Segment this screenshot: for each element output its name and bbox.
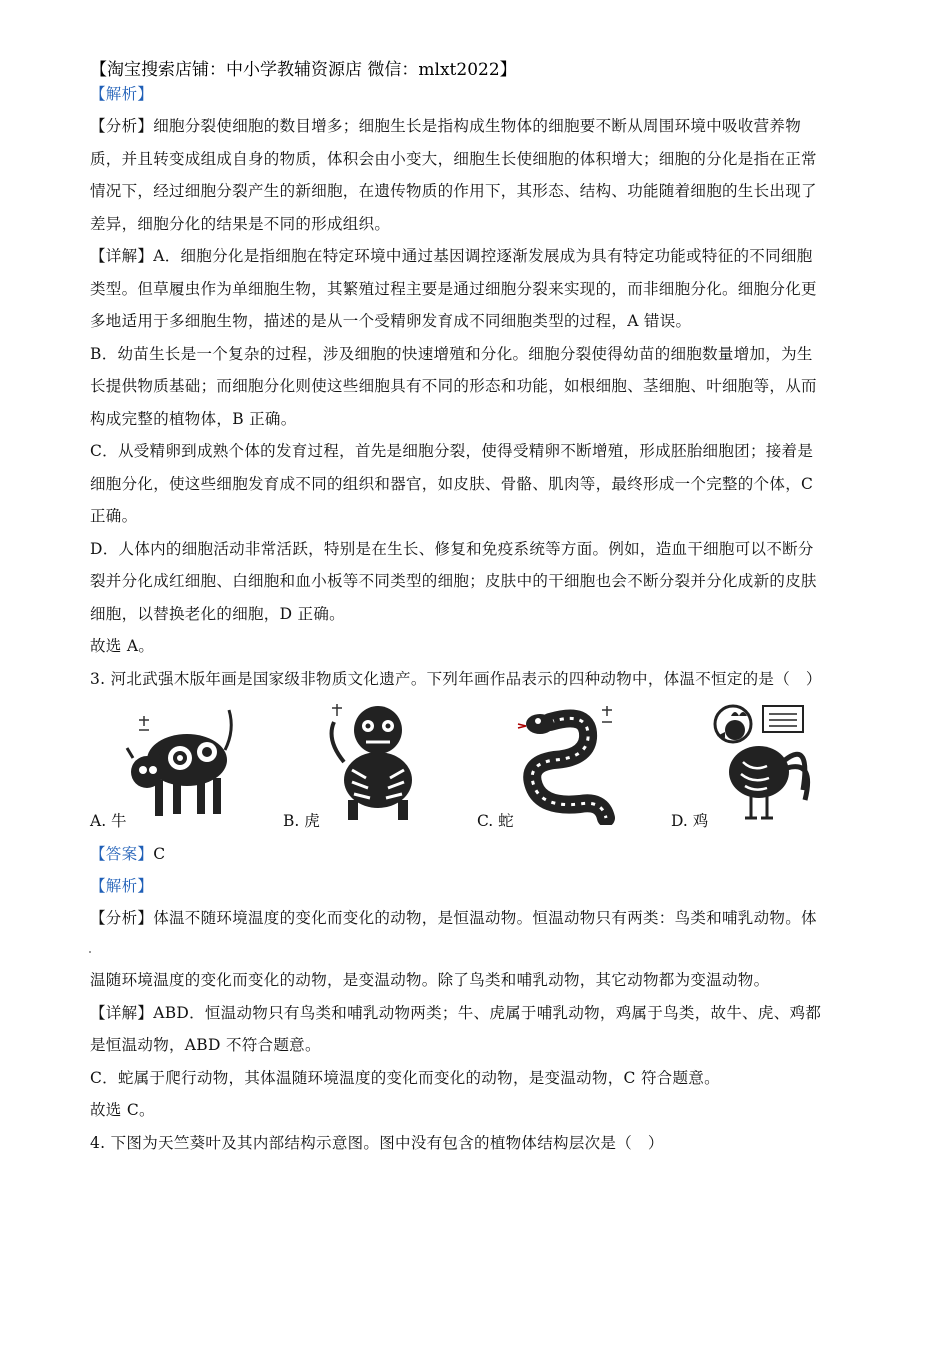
conclusion-line: 故选 C。 bbox=[90, 1101, 155, 1119]
detail-line: D．人体内的细胞活动非常活跃，特别是在生长、修复和免疫系统等方面。例如，造血干细胞可以不断分 bbox=[90, 540, 814, 558]
jiexi-tag: 【解析】 bbox=[90, 877, 154, 895]
detail-line: 细胞，以替换老化的细胞，D 正确。 bbox=[90, 605, 345, 623]
detail-line: C．从受精卵到成熟个体的发育过程，首先是细胞分裂，使得受精卵不断增殖，形成胚胎细胞团；接着是 bbox=[90, 442, 814, 460]
ox-woodblock-print-icon bbox=[125, 700, 240, 825]
analysis-line: 差异，细胞分化的结果是不同的形成组织。 bbox=[90, 215, 391, 233]
detail-line: 正确。 bbox=[90, 507, 138, 525]
question-4: 4. 下图为天竺葵叶及其内部结构示意图。图中没有包含的植物体结构层次是（ ） bbox=[90, 1134, 664, 1152]
option-c-label: C. 蛇 bbox=[477, 812, 514, 830]
stray-mark bbox=[89, 951, 91, 953]
answer-tag: 【答案】 bbox=[90, 845, 154, 863]
detail-line: C．蛇属于爬行动物，其体温随环境温度的变化而变化的动物，是变温动物，C 符合题意。 bbox=[90, 1069, 720, 1087]
analysis-line: 【分析】细胞分裂使细胞的数目增多；细胞生长是指构成生物体的细胞要不断从周围环境中吸收营养物 bbox=[90, 117, 802, 135]
detail-line: B．幼苗生长是一个复杂的过程，涉及细胞的快速增殖和分化。细胞分裂使得幼苗的细胞数量增加，为生 bbox=[90, 345, 813, 363]
answer-value: C bbox=[153, 845, 166, 863]
detail-line: 多地适用于多细胞生物，描述的是从一个受精卵发育成不同细胞类型的过程，A 错误。 bbox=[90, 312, 692, 330]
detail-line: 构成完整的植物体，B 正确。 bbox=[90, 410, 297, 428]
conclusion-line: 故选 A。 bbox=[90, 637, 155, 655]
tiger-woodblock-print-icon bbox=[318, 700, 433, 825]
analysis-line: 温随环境温度的变化而变化的动物，是变温动物。除了鸟类和哺乳动物，其它动物都为变温动物。 bbox=[90, 971, 770, 989]
analysis-line: 质，并且转变成组成自身的物质，体积会由小变大，细胞生长使细胞的体积增大；细胞的分化是指在正常 bbox=[90, 150, 817, 168]
detail-line: 长提供物质基础；而细胞分化则使这些细胞具有不同的形态和功能，如根细胞、茎细胞、叶细胞等，从而 bbox=[90, 377, 817, 395]
option-d-label: D. 鸡 bbox=[671, 812, 709, 830]
detail-line: 类型。但草履虫作为单细胞生物，其繁殖过程主要是通过细胞分裂来实现的，而非细胞分化。细胞分化更 bbox=[90, 280, 817, 298]
jiexi-tag: 【解析】 bbox=[90, 85, 154, 103]
snake-woodblock-print-icon bbox=[510, 700, 625, 825]
question-3: 3. 河北武强木版年画是国家级非物质文化遗产。下列年画作品表示的四种动物中，体温不恒定的是（ ） bbox=[90, 670, 822, 688]
analysis-line: 情况下，经过细胞分裂产生的新细胞，在遗传物质的作用下，其形态、结构、功能随着细胞的生长出现了 bbox=[90, 182, 817, 200]
answer-line bbox=[90, 844, 865, 864]
detail-line: 裂并分化成红细胞、白细胞和血小板等不同类型的细胞；皮肤中的干细胞也会不断分裂并分化成新的皮肤 bbox=[90, 572, 817, 590]
detail-line: 细胞分化，使这些细胞发育成不同的组织和器官，如皮肤、骨骼、肌肉等，最终形成一个完整的个体，C bbox=[90, 475, 814, 493]
detail-line: 【详解】ABD．恒温动物只有鸟类和哺乳动物两类；牛、虎属于哺乳动物，鸡属于鸟类，故牛、虎、鸡都 bbox=[90, 1004, 822, 1022]
analysis-line: 【分析】体温不随环境温度的变化而变化的动物，是恒温动物。恒温动物只有两类：鸟类和哺乳动物。体 bbox=[90, 909, 817, 927]
shop-header: 【淘宝搜索店铺：中小学教辅资源店 微信：mlxt2022】 bbox=[90, 60, 517, 80]
option-b-label: B. 虎 bbox=[283, 812, 320, 830]
detail-line: 【详解】A．细胞分化是指细胞在特定环境中通过基因调控逐渐发展成为具有特定功能或特征的不同细胞 bbox=[90, 247, 813, 265]
rooster-woodblock-print-icon bbox=[703, 700, 818, 825]
detail-line: 是恒温动物，ABD 不符合题意。 bbox=[90, 1036, 321, 1054]
option-a-label: A. 牛 bbox=[90, 812, 127, 830]
